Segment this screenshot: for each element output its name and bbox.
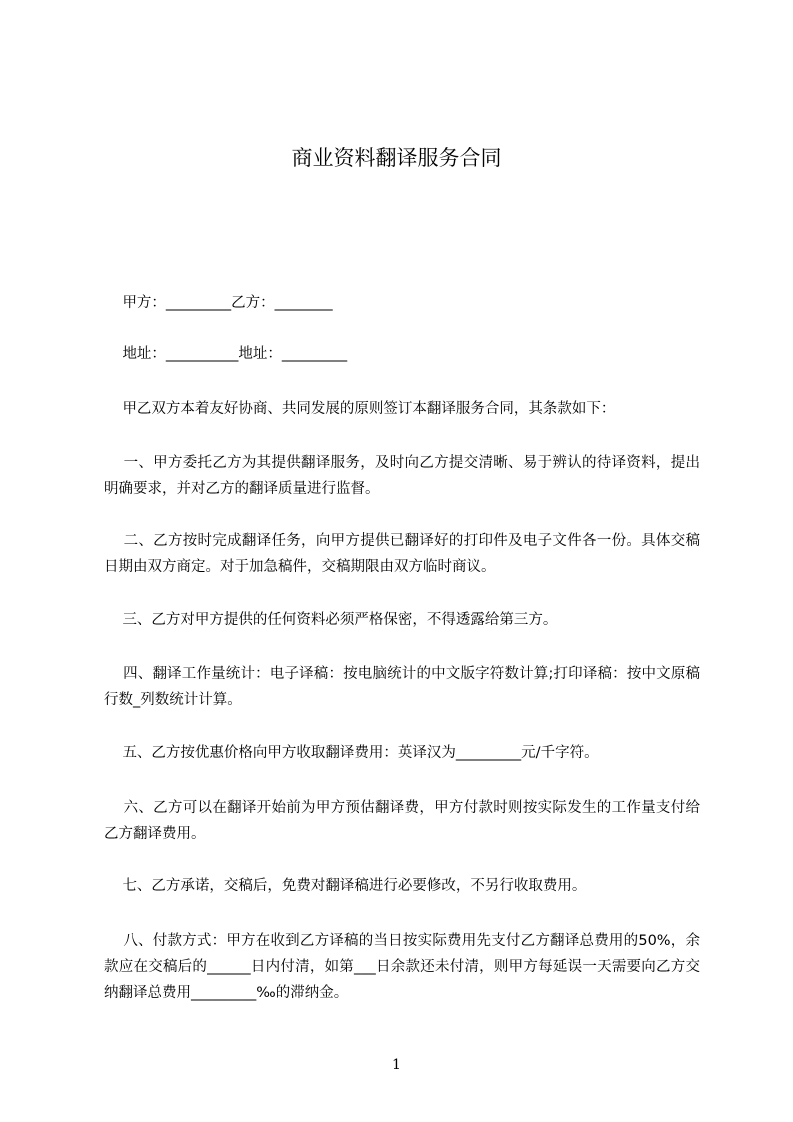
- clause-2: 二、乙方按时完成翻译任务，向甲方提供已翻译好的打印件及电子文件各一份。具体交稿日期由双方商定。对于加急稿件，交稿期限由双方临时商议。: [104, 533, 701, 575]
- clause-7: 七、乙方承诺，交稿后，免费对翻译稿进行必要修改，不另行收取费用。: [104, 878, 587, 894]
- clause-8: 八、付款方式：甲方在收到乙方译稿的当日按实际费用先支付乙方翻译总费用的50%，余款应在交稿后的______日内付清，如第___日余款还未付清，则甲方每延误一天需要向乙方交纳翻译总费用_________‰的滞纳金。: [104, 933, 701, 1001]
- intro-paragraph: 甲乙双方本着友好协商、共同发展的原则签订本翻译服务合同，其条款如下：: [104, 401, 616, 417]
- parties-line: 甲方：_________乙方：________: [104, 295, 333, 311]
- clause-3: 三、乙方对甲方提供的任何资料必须严格保密，不得透露给第三方。: [104, 612, 558, 628]
- clause-4: 四、翻译工作量统计：电子译稿：按电脑统计的中文版字符数计算;打印译稿：按中文原稿行数_列数统计计算。: [104, 666, 700, 708]
- page-number: 1: [392, 1057, 401, 1073]
- clause-1: 一、甲方委托乙方为其提供翻译服务，及时向乙方提交清晰、易于辨认的待译资料，提出明确要求，并对乙方的翻译质量进行监督。: [104, 455, 701, 497]
- document-title: 商业资料翻译服务合同: [291, 146, 502, 170]
- addresses-line: 地址：__________地址：_________: [104, 346, 348, 362]
- clause-6: 六、乙方可以在翻译开始前为甲方预估翻译费，甲方付款时则按实际发生的工作量支付给乙方翻译费用。: [104, 800, 701, 842]
- clause-5: 五、乙方按优惠价格向甲方收取翻译费用：英译汉为_________元/千字符。: [104, 745, 599, 761]
